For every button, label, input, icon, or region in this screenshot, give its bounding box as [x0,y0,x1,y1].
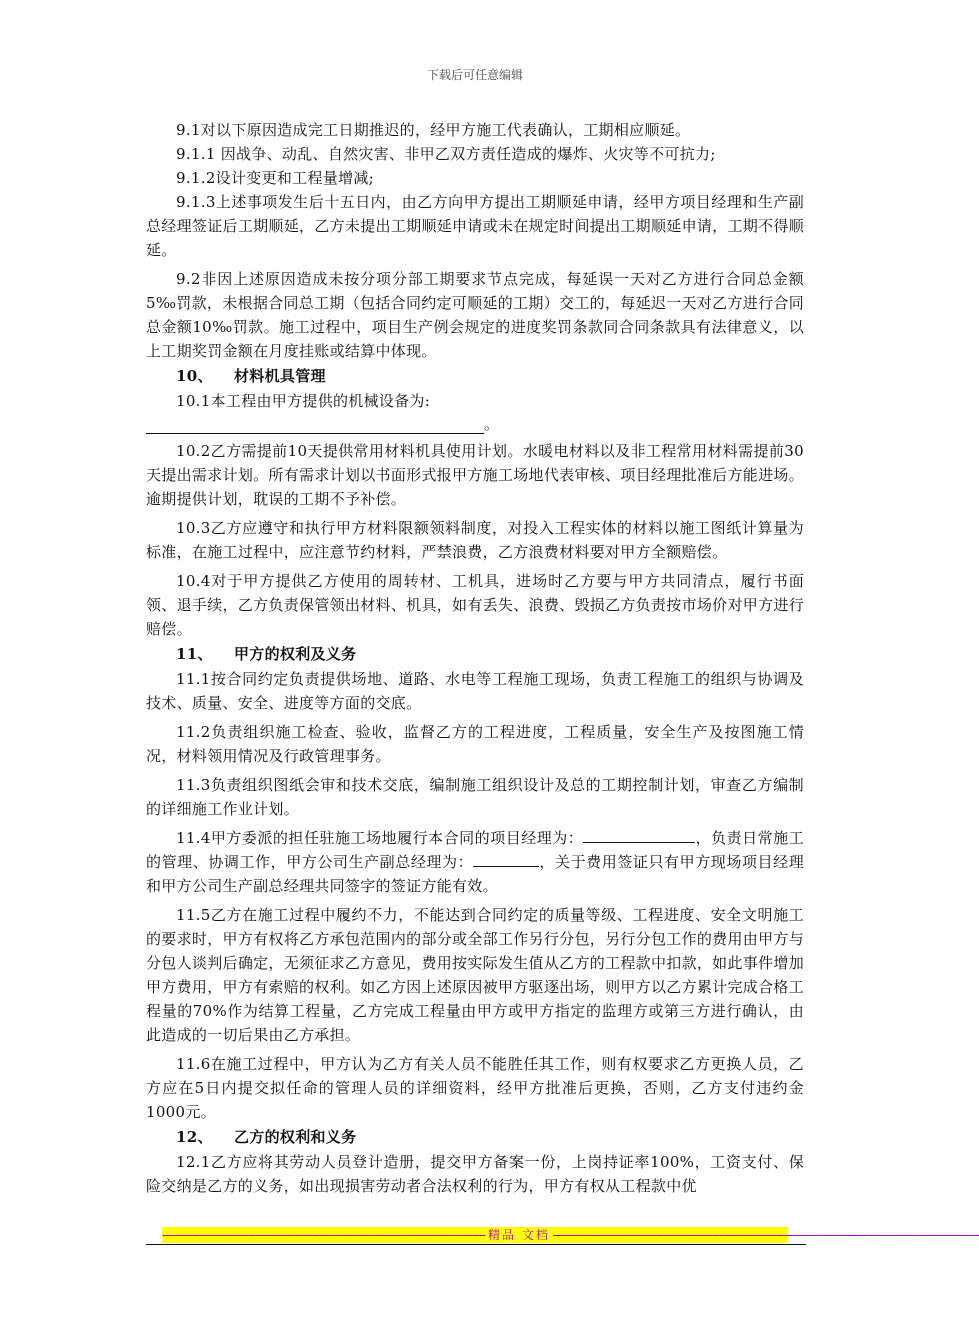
clause-11-4-part-a: 11.4甲方委派的担任驻施工场地履行本合同的项目经理为： [176,829,584,847]
section-12-heading [146,1124,804,1150]
page-header: 下载后可任意编辑 [426,68,523,82]
clause-10-4: 10.4对于甲方提供乙方使用的周转材、工机具，进场时乙方要与甲方共同清点，履行书面领、退手续，乙方负责保管领出材料、机具，如有丢失、浪费、毁损乙方负责按市场价对甲方进行赔偿。 [146,572,804,638]
clause-11-1: 11.1按合同约定负责提供场地、道路、水电等工程施工现场，负责工程施工的组织与协调及技术、质量、安全、进度等方面的交底。 [146,670,804,712]
footer-dashes-left: ------------------------------------------------------------------------------------------------- [162,1228,486,1242]
clause-10-2: 10.2乙方需提前10天提供常用材料机具使用计划。水暖电材料以及非工程常用材料需提前30天提出需求计划。所有需求计划以书面形式报甲方施工场地代表审核、项目经理批准后方能进场。逾期提供计划，耽误的工期不予补偿。 [146,442,804,508]
section-10-heading [146,363,804,389]
document-body [146,118,804,1198]
clause-9-1-1: 9.1.1 因战争、动乱、自然灾害、非甲乙双方责任造成的爆炸、火灾等不可抗力; [176,145,716,163]
clause-9-2: 9.2非因上述原因造成未按分项分部工期要求节点完成，每延误一天对乙方进行合同总金额5‰罚款，未根据合同总工期（包括合同约定可顺延的工期）交工的，每延迟一天对乙方进行合同总金额10‰罚款。施工过程中，项目生产例会规定的进度奖罚条款同合同条款具有法律意义，以上工期奖罚金额在月度挂账或结算中体现。 [146,270,804,360]
clause-10-1: 10.1本工程由甲方提供的机械设备为: [176,392,431,410]
clause-11-4 [146,826,804,898]
footer-dashes-right: -------------------------------------------------------------------------------------------------------------------------------- [552,1228,979,1242]
clause-11-6: 11.6在施工过程中，甲方认为乙方有关人员不能胜任其工作，则有权要求乙方更换人员，乙方应在5日内提交拟任命的管理人员的详细资料，经甲方批准后更换，否则，乙方支付违约金1000元。 [146,1055,804,1121]
fill-in-line [146,433,484,434]
footer-rule [146,1244,806,1245]
clause-11-5: 11.5乙方在施工过程中履约不力，不能达到合同约定的质量等级、工程进度、安全文明施工的要求时，甲方有权将乙方承包范围内的部分或全部工作另行分包，另行分包工作的费用由甲方与分包人谈判后确定，无须征求乙方意见，费用按实际发生值从乙方的工程款中扣款，如此事件增加甲方费用，甲方有索赔的权利。如乙方因上述原因被甲方驱逐出场，则甲方以乙方累计完成合格工程量的70%作为结算工程量，乙方完成工程量由甲方或甲方指定的监理方或第三方进行确认，由此造成的一切后果由乙方承担。 [146,906,804,1044]
line-end-period: 。 [484,415,500,433]
section-11-heading [146,641,804,667]
clause-11-4-part-c: ，关于费用签证只有甲方现场项目经理和甲方公司生产副总经理共同签字的签证方能有效。 [146,853,804,895]
clause-9-1-3: 9.1.3上述事项发生后十五日内，由乙方向甲方提出工期顺延申请，经甲方项目经理和生产副总经理签证后工期顺延，乙方未提出工期顺延申请或未在规定时间提出工期顺延申请，工期不得顺延。 [146,193,804,259]
project-manager-blank [583,826,695,843]
section-10-title: 材料机具管理 [234,367,326,385]
section-12-title: 乙方的权利和义务 [234,1128,357,1146]
clause-10-3: 10.3乙方应遵守和执行甲方材料限额领料制度，对投入工程实体的材料以施工图纸计算量为标准，在施工过程中，应注意节约材料，严禁浪费，乙方浪费材料要对甲方全额赔偿。 [146,519,804,561]
equipment-blank [146,414,804,434]
section-11-title: 甲方的权利及义务 [234,645,357,663]
clause-12-1: 12.1乙方应将其劳动人员登计造册，提交甲方备案一份，上岗持证率100%，工资支付、保险交纳是乙方的义务，如出现损害劳动者合法权利的行为，甲方有权从工程款中优 [146,1153,804,1195]
section-12-number: 12、 [176,1128,213,1146]
clause-9-1-2: 9.1.2设计变更和工程量增减; [176,169,375,187]
clause-11-3: 11.3负责组织图纸会审和技术交底，编制施工组织设计及总的工期控制计划，审查乙方编制的详细施工作业计划。 [146,776,804,818]
section-10-number: 10、 [176,367,213,385]
clause-11-2: 11.2负责组织施工检查、验收，监督乙方的工程进度，工程质量，安全生产及按图施工情况，材料领用情况及行政管理事务。 [146,723,804,765]
footer-banner [162,1227,979,1243]
clause-9-1: 9.1对以下原因造成完工日期推迟的，经甲方施工代表确认，工期相应顺延。 [176,121,691,139]
vice-gm-blank [473,850,539,867]
footer-label: 精品 文档 [488,1228,550,1242]
section-11-number: 11、 [176,645,213,663]
clause-11-4-part-b: ，负责日常施工的管理、协调工作，甲方公司生产副总经理为： [146,829,804,871]
